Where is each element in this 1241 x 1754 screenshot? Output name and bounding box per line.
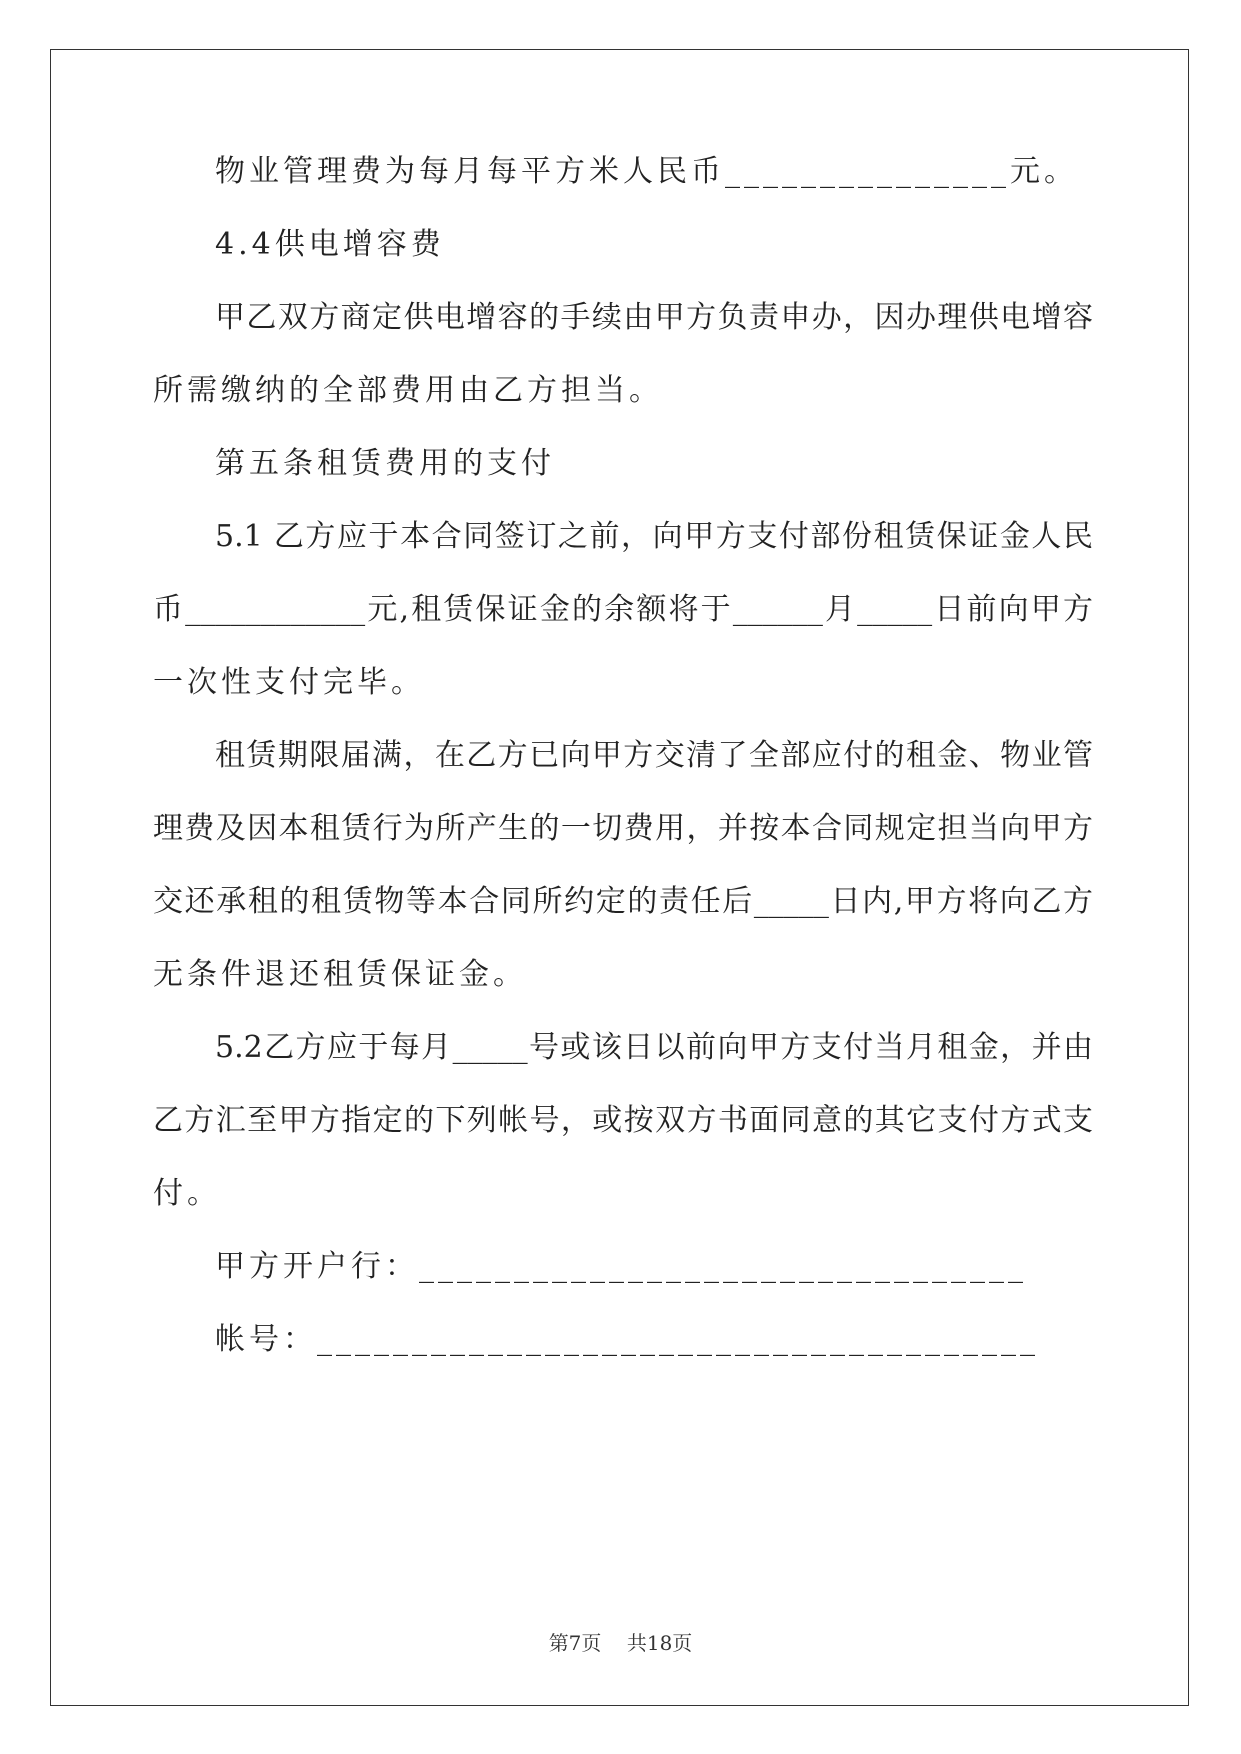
bank-name-field: 甲方开户行：________________________________ — [215, 1249, 1027, 1284]
article-heading: 第五条租赁费用的支付 — [215, 446, 555, 481]
paragraph-line: 物业管理费为每月每平方米人民币_______________元。 — [215, 154, 1078, 189]
paragraph-line: 甲乙双方商定供电增容的手续由甲方负责申办，因办理供电增容 — [215, 300, 1093, 335]
paragraph-line: 交还承租的租赁物等本合同所约定的责任后_____日内,甲方将向乙方 — [153, 884, 1093, 919]
paragraph-line: 租赁期限届满，在乙方已向甲方交清了全部应付的租金、物业管 — [215, 738, 1093, 773]
paragraph-line: 理费及因本租赁行为所产生的一切费用，并按本合同规定担当向甲方 — [153, 811, 1093, 846]
section-heading: 4.4供电增容费 — [215, 227, 445, 262]
paragraph-line: 无条件退还租赁保证金。 — [153, 957, 527, 992]
account-number-field: 帐号：______________________________________ — [215, 1322, 1039, 1357]
paragraph-line: 5.1 乙方应于本合同签订之前，向甲方支付部份租赁保证金人民 — [215, 519, 1093, 554]
page-number: 第7页 共18页 — [548, 1631, 693, 1655]
paragraph-line: 币____________元,租赁保证金的余额将于______月_____日前向甲方 — [153, 592, 1093, 627]
paragraph-line: 乙方汇至甲方指定的下列帐号，或按双方书面同意的其它支付方式支 — [153, 1103, 1093, 1138]
paragraph-line: 5.2乙方应于每月_____号或该日以前向甲方支付当月租金，并由 — [215, 1030, 1093, 1065]
paragraph-line: 所需缴纳的全部费用由乙方担当。 — [153, 373, 663, 408]
paragraph-line: 一次性支付完毕。 — [153, 665, 425, 700]
paragraph-line: 付。 — [153, 1176, 221, 1211]
